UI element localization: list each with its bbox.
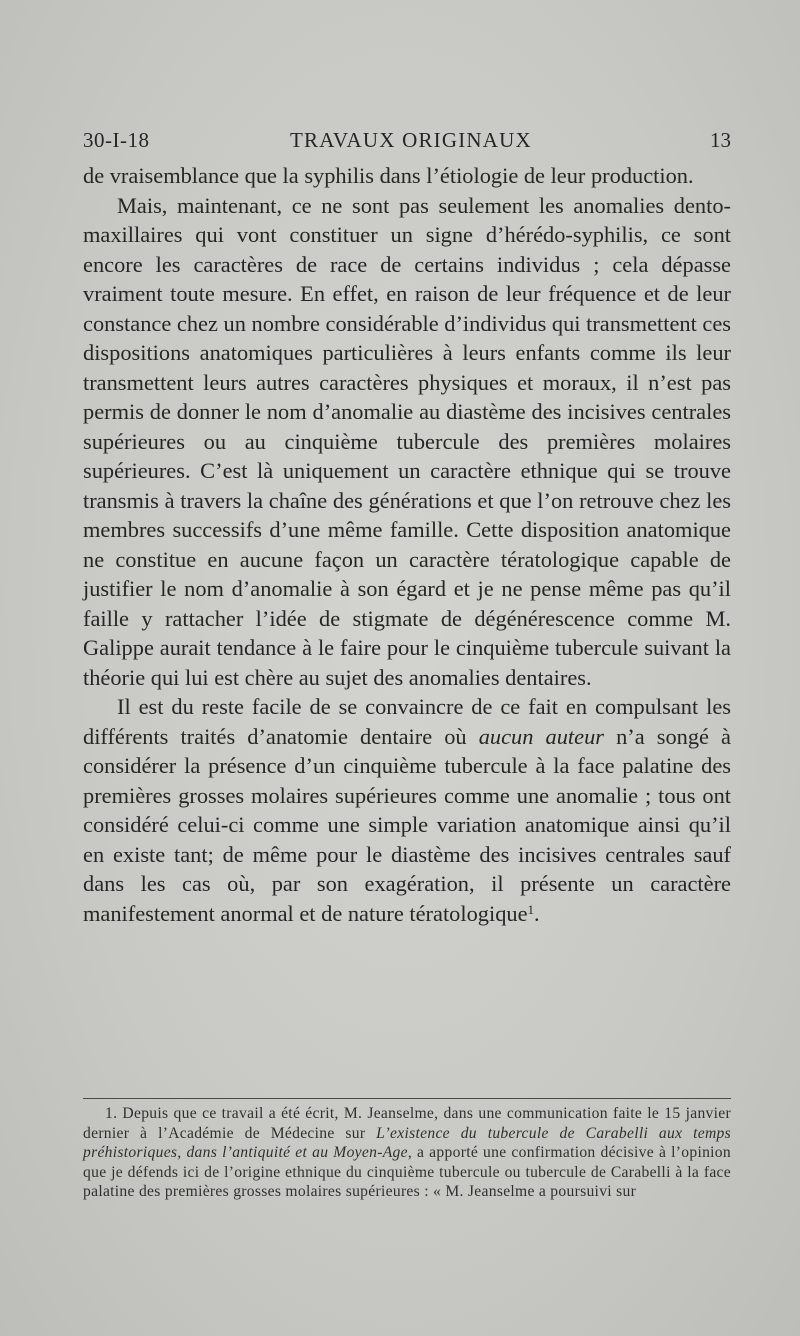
paragraph-end: . [534, 900, 540, 926]
footnote [83, 1104, 731, 1202]
paragraph-continued: de vraisemblance que la syphilis dans l’étiologie de leur production. [83, 163, 694, 188]
paragraph [83, 692, 731, 928]
footnote-text-part: , a apporté une confirmation décisive à l’opinion que je défends ici de l’origine ethnique du cinquième tubercule ou tubercule de Carabelli à la face palatine des premières grosses molaires supérieures : « M. Jeanselme a poursuivi sur [83, 1144, 731, 1201]
page-number: 13 [710, 128, 731, 152]
paragraph-text: Il est du reste facile de se convaincre de ce fait en compulsant les différents traités d’anatomie dentaire où [83, 694, 731, 749]
footnote-italic-title: L’existence du tubercule de Carabelli aux temps préhistoriques, dans l’antiquité et au Moyen-Age [83, 1124, 731, 1162]
footnote-divider [83, 1098, 731, 1099]
header-date: 30-I-18 [83, 128, 150, 152]
paragraph-text: n’a songé à considérer la présence d’un cinquième tubercule à la face palatine des premières grosses molaires supérieures comme une anomalie ; tous ont considéré celui-ci comme une simple variation anatomique ainsi qu’il en existe tant; de même pour le diastème des incisives centrales sauf dans les cas où, par son exagération, il présente un caractère manifestement anormal et de nature tératologique [83, 723, 732, 926]
italic-emphasis: aucun auteur [478, 723, 604, 749]
main-text [83, 161, 731, 928]
running-header [83, 128, 731, 158]
footnote-text [83, 1104, 731, 1202]
paragraph: Mais, maintenant, ce ne sont pas seulement les anomalies dento-maxillaires qui vont constituer un signe d’hérédo-syphilis, ce sont encore les caractères de race de certains individus ; cela dépasse vraiment toute mesure. En effet, en raison de leur fréquence et de leur constance chez un nombre considérable d’individus qui transmettent ces dispositions anatomiques particulières à leurs enfants comme ils leur transmettent leurs autres caractères physiques et moraux, il n’est pas permis de donner le nom d’anomalie au diastème des incisives centrales supérieures ou au cinquième tubercule des premières molaires supérieures. C’est là uniquement un caractère ethnique qui se trouve transmis à travers la chaîne des générations et que l’on retrouve chez les membres successifs d’une même famille. Cette disposition anatomique ne constitue en aucune façon un caractère tératologique capable de justifier le nom d’anomalie à son égard et je ne pense même pas qu’il faille y rattacher l’idée de stigmate de dégénérescence comme M. Galippe aurait tendance à le faire pour le cinquième tubercule suivant la théorie qui lui est chère au sujet des anomalies dentaires. [83, 192, 731, 690]
footnote-reference: 1 [527, 901, 535, 917]
footnote-text-part: 1. Depuis que ce travail a été écrit, M. Jeanselme, dans une communication faite le 15 janvier dernier à l’Académie de Médecine sur [83, 1105, 731, 1142]
header-section-title: TRAVAUX ORIGINAUX [290, 128, 532, 152]
